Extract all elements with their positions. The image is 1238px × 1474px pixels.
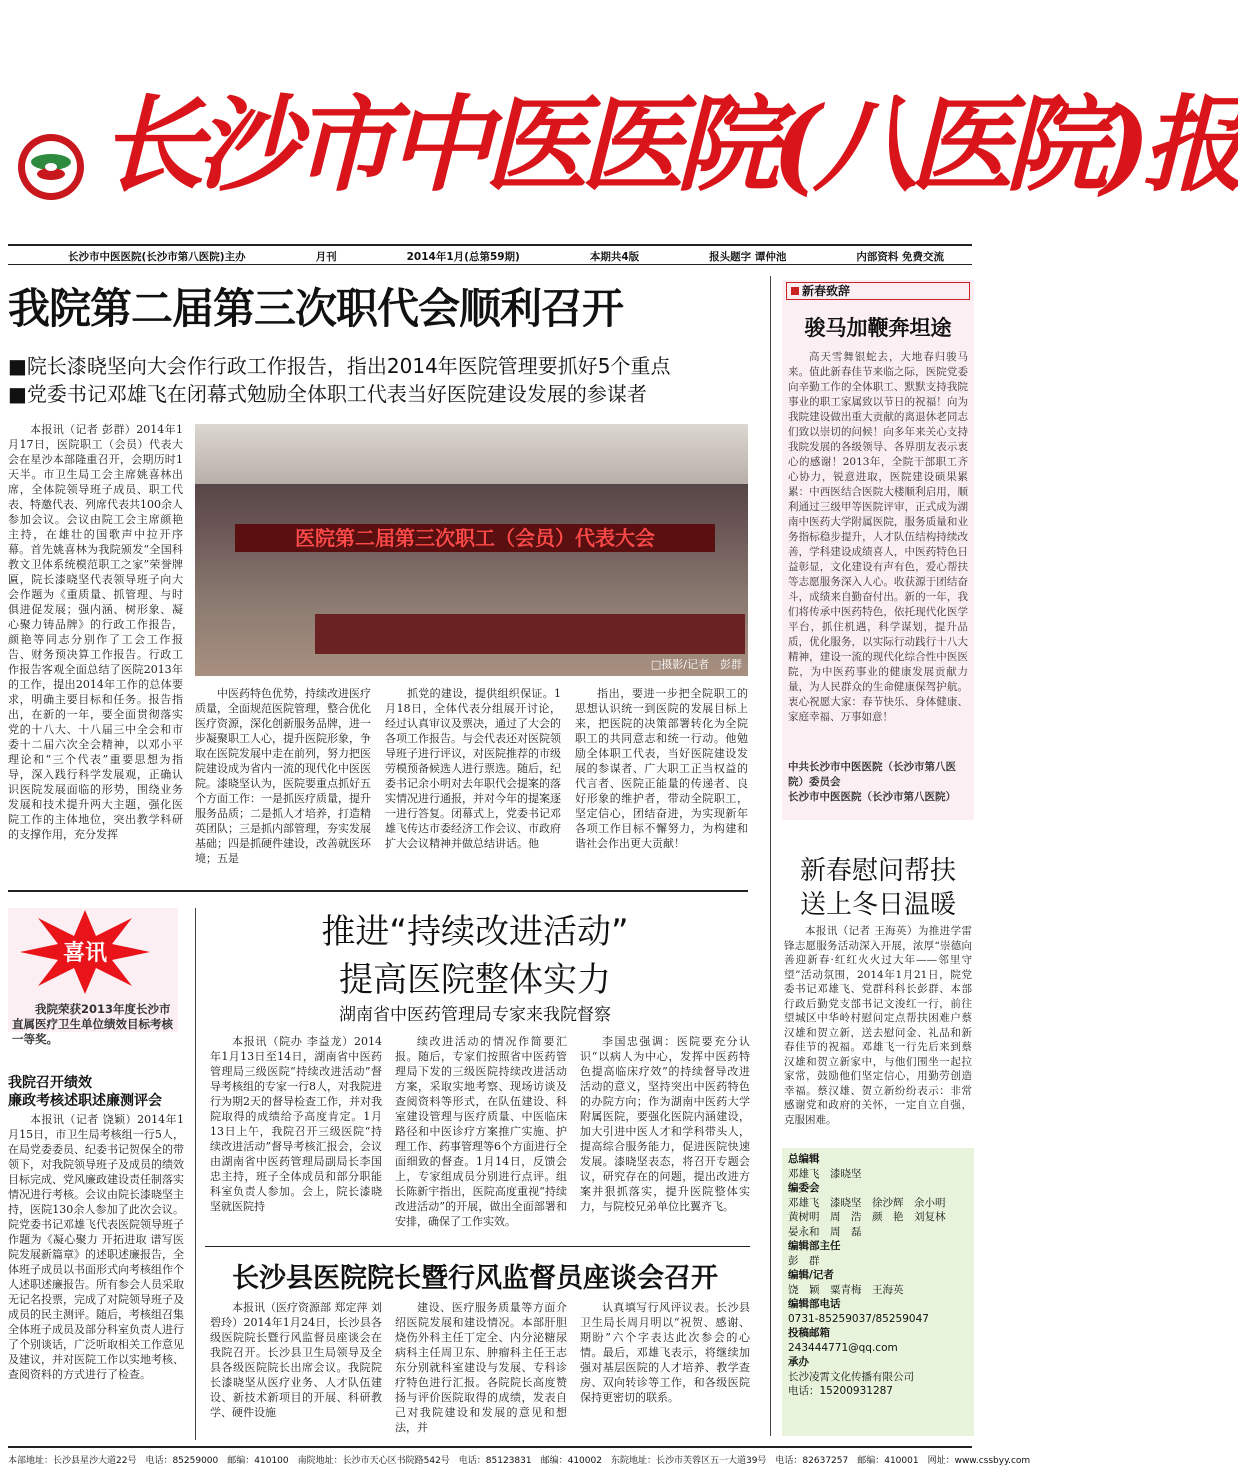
lead-column-3: 抓党的建设，提供组织保证。1月18日，全体代表分组展开讨论，经过认真审议及票决，通过了大会的各项工作报告。与会代表还对医院领导班子进行评议，对医院推荐的市级劳模预备候选人进行票选。随后，纪委书记余小明对去年职代会提案的落实情况进行通报，并对今年的提案逐一进行答复。闭幕式上，党委书记邓雄飞传达市委经济工作会议、市政府扩大会议精神并做总结讲话。他: [385, 687, 561, 850]
improve-title-1: 推进“持续改进活动”: [321, 912, 629, 952]
printer: 长沙凌霄文化传播有限公司: [788, 1370, 914, 1383]
county-column-1: 本报讯（医疗资源部 郑定萍 刘碧玲）2014年1月24日，长沙县各级医院院长暨行风监督员座谈会在我院召开。长沙县卫生局领导及全县各级医院院长出席会议。我院院长漆晓坚从医疗业务、人才队伍建设、新技术新项目的开展、科研教学、硬件设施: [210, 1301, 382, 1419]
sidebar-tag-label: 新春致辞: [802, 284, 851, 298]
red-square-icon: [791, 287, 799, 295]
printer-label: 承办: [788, 1356, 809, 1368]
photo-banner: 医院第二届第三次职工（会员）代表大会: [235, 524, 715, 552]
column-divider: [770, 276, 771, 1436]
lead-headline: 我院第二届第三次职代会顺利召开: [8, 284, 624, 333]
calligraphy: 报头题字 谭仲池: [709, 251, 787, 263]
improve-column-1: 本报讯（院办 李益龙）2014年1月13日至14日，湖南省中医药管理局三级医院“持续改进活动”督导考核组的专家一行8人，对我院进行为期2天的督导检查工作，并对我院取得的成绩给予高度肯定。1月13日上午，我院召开三级医院“持续改进活动”督导考核汇报会，会议由湖南省中医药管理局副局长李国忠主持，班子全体成员和部分职能科室负责人参加。会上，院长漆晓坚就医院持: [210, 1035, 382, 1213]
frequency: 月刊: [315, 251, 337, 263]
chief: 邓雄飞 漆晓坚: [788, 1167, 862, 1180]
board-row-1: 邓雄飞 漆晓坚 徐沙辉 余小明: [788, 1196, 946, 1209]
sidebar-sign-2: 长沙市中医医院（长沙市第八医院）: [788, 791, 956, 803]
board-label: 编委会: [788, 1182, 820, 1194]
lead-subhead-2: ■党委书记邓雄飞在闭幕式勉励全体职工代表当好医院建设发展的参谋者: [8, 382, 647, 406]
visit-title-2: 送上冬日温暖: [799, 890, 956, 920]
improve-title-2: 提高医院整体实力: [339, 960, 611, 1000]
chief-label: 总编辑: [788, 1153, 820, 1165]
lead-column-4: 指出，要进一步把全院职工的思想认识统一到医院的发展目标上来，把医院的决策部署转化为全院职工的共同意志和统一行动。他勉励全体职工代表，当好医院建设发展的参谋者、广大职工正当权益的代言者、医院正能量的传递者、良好形象的维护者，带动全院职工，坚定信心，团结奋进，为实现新年各项工作目标不懈努力，为构建和谐社会作出更大贡献！: [575, 687, 748, 850]
phone: 0731-85259037/85259047: [788, 1312, 929, 1325]
award-text: 我院荣获2013年度长沙市直属医疗卫生单位绩效目标考核一等奖。: [12, 1002, 173, 1046]
editorial-info: [788, 1152, 972, 1399]
issue: 2014年1月(总第59期): [406, 251, 520, 263]
audit-title-1: 我院召开绩效: [8, 1075, 92, 1091]
pages: 本期共4版: [589, 251, 640, 263]
board-row-2: 黄树明 周 浩 颜 艳 刘复林: [788, 1211, 946, 1223]
info-bar: [8, 244, 972, 262]
sidebar-signature: [788, 760, 968, 805]
editors-label: 编辑/记者: [788, 1269, 834, 1281]
publisher: 长沙市中医医院(长沙市第八医院)主办: [68, 251, 246, 263]
photo-caption: □摄影/记者 彭群: [650, 658, 742, 671]
conference-photo: [195, 424, 748, 676]
section-divider: [8, 890, 748, 892]
dept: 彭 群: [788, 1254, 820, 1267]
sidebar-body: 高天雪舞银蛇去，大地春归骏马来。值此新春佳节来临之际，医院党委向辛勤工作的全体职工、默默支持我院事业的职工家属致以节日的祝福！向为我院建设做出重大贡献的离退休老同志们致以崇切的问候！向多年来关心支持我院发展的各级领导、各界朋友表示衷心的感谢！2013年，全院干部职工齐心协力，锐意进取，医院建设硕果累累：中西医结合医院大楼顺利启用，顺利通过三级甲等医院评审，正式成为湖南中医药大学附属医院，服务质量和业务指标稳步提升，人才队伍结构持续改善，学科建设成绩喜人，中医药特色日益彰显，文化建设有声有色，爱心帮扶等志愿服务深入人心。收获源于团结奋斗，成绩来自勤奋付出。新的一年，我们将传承中医药特色，依托现代化医学平台，抓住机遇，科学谋划，提升品质，优化服务，以实际行动践行十八大精神，建设一流的现代化综合性中医医院，为中医药事业的健康发展贡献力量，为人民群众的生命健康保驾护航。衷心祝愿大家：春节快乐、身体健康、家庭幸福、万事如意！: [788, 351, 968, 723]
lead-subhead-1: ■院长漆晓坚向大会作行政工作报告，指出2014年医院管理要抓好5个重点: [8, 354, 671, 378]
dept-label: 编辑部主任: [788, 1240, 841, 1252]
improve-subtitle: 湖南省中医药管理局专家来我院督察: [339, 1005, 611, 1025]
column-divider-left: [195, 908, 196, 1440]
lead-column-2: 中医药特色优势，持续改进医疗质量，全面规范医院管理，整合优化医疗资源，深化创新服务品牌，进一步凝聚职工人心，提升医院形象，争取在医院发展中走在前列，努力把医院建设成为省内一流的现代化中医医院。漆晓坚认为，医院要重点抓好五个方面工作：一是抓医疗质量，提升服务品质；二是抓人才培养，打造精英团队；三是抓内部管理，夯实发展基础；四是抓硬件建设，改善就医环境；五是: [195, 687, 371, 865]
distribution: 内部资料 免费交流: [856, 251, 944, 263]
masthead-title: 长沙市中医医院(八医院)报: [100, 83, 1238, 206]
lead-column-1: 本报讯（记者 彭群）2014年1月17日，医院职工（会员）代表大会在星沙本部隆重召开，会期历时1天半。市卫生局工会主席姚喜林出席，全体院领导班子成员、职工代表、特邀代表、列席代表共100余人参加会议。会议由院工会主席颜艳主持，在雄壮的国歌声中拉开序幕。首先姚喜林为我院颁发“全国科教文卫体系统模范职工之家”荣誉牌匾，院长漆晓坚代表领导班子向大会作题为《重质量、抓管理、与时俱进促发展；强内涵、树形象、凝心聚力铸品牌》的行政工作报告，颜艳等同志分别作了工会工作报告、财务预决算工作报告。行政工作报告客观全面总结了医院2013年的工作，提出2014年工作的总体要求，明确主要目标和任务。报告指出，在新的一年，要全面贯彻落实党的十八大、十八届三中全会和市委十二届六次全会精神，以邓小平理论和“三个代表”重要思想为指导，深入践行科学发展观，正确认识医院发展面临的形势，围绕业务发展和技术提升两大主题，强化医院工作的主体地位，突出教学科研的支撑作用，充分发挥: [8, 423, 183, 841]
visit-title-1: 新春慰问帮扶: [799, 856, 956, 886]
county-title: 长沙县医院院长暨行风监督员座谈会召开: [232, 1263, 718, 1294]
divider: [8, 264, 972, 265]
printer-phone: 电话：15200931287: [788, 1385, 893, 1397]
visit-body: 本报讯（记者 王海英）为推进学雷锋志愿服务活动深入开展，浓厚“崇德向善迎新春·红红火火过大年——邻里守望”活动氛围，2014年1月21日，院党委书记邓雄飞、党群科科长彭群、本部行政后勤党支部书记文浚红一行，前往望城区中华岭村慰问定点帮扶困难户蔡汉雄和贺立新，送去慰问金、礼品和新春佳节的祝福。邓雄飞一行先后来到蔡汉雄和贺立新家中，与他们围坐一起拉家常，鼓励他们坚定信心，用勤劳创造幸福。蔡汉雄、贺立新纷纷表示：非常感谢党和政府的关怀，一定自立自强，克服困难。: [784, 925, 972, 1126]
phone-label: 编辑部电话: [788, 1298, 841, 1310]
audit-title-2: 廉政考核述职述廉测评会: [8, 1093, 162, 1109]
email: 243444771@qq.com: [788, 1341, 898, 1354]
sidebar-sign-1: 中共长沙市中医医院（长沙市第八医院）委员会: [788, 761, 956, 788]
award-badge: 喜讯: [62, 941, 107, 966]
section-divider-2: [205, 1246, 750, 1247]
county-column-3: 认真填写行风评议表。长沙县卫生局长周月明以“祝贺、感谢、期盼”六个字表达此次参会的心情。最后，邓雄飞表示，将继续加强对基层医院的人才培养、教学查房、双向转诊等工作，和各级医院保持更密切的联系。: [580, 1301, 750, 1404]
improve-column-3: 李国忠强调：医院要充分认识“以病人为中心，发挥中医药特色提高临床疗效”的持续督导改进活动的意义，坚持突出中医药特色的办院方向；作为湖南中医药大学附属医院，要强化医院内涵建设，加大引进中医人才和学科带头人，提高综合服务能力，促进医院快速发展。漆晓坚表态，将召开专题会议，研究存在的问题，提出改进方案并狠抓落实，提升医院整体实力，与院校兄弟单位比翼齐飞。: [580, 1035, 750, 1213]
footer-addresses: 本部地址：长沙县星沙大道22号 电话：85259000 邮编：410100 南院地址：长沙市天心区书院路542号 电话：85123831 邮编：410002 东院地址：长沙市芙蓉区五一大道39号 电话：82637257 邮编：410001 网址：www.cssbyy.com: [8, 1446, 972, 1470]
sidebar-title: 骏马加鞭奔坦途: [804, 316, 952, 340]
county-column-2: 建设、医疗服务质量等方面介绍医院发展和建设情况。本部肝胆烧伤外科主任丁定全、内分泌糖尿病科主任周卫东、肿瘤科主任王志东分别就科室建设与发展、专科诊疗特色进行汇报。各院院长高度赞扬与评价医院取得的成绩，发表自己对我院建设和发展的意见和想法，并: [395, 1301, 567, 1434]
email-label: 投稿邮箱: [788, 1327, 830, 1339]
improve-column-2: 续改进活动的情况作简要汇报。随后，专家们按照省中医药管理局下发的三级医院持续改进活动方案，采取实地考察、现场访谈及查阅资料等形式，在队伍建设、科室建设管理与医疗质量、中医临床路径和中医诊疗方案推广实施、护理工作、药事管理等6个方面进行全面细致的督查。1月14日，反馈会上，专家组成员分别进行点评。组长陈新宇指出，医院高度重视“持续改进活动”的开展，做出全面部署和安排，确保了工作实效。: [395, 1035, 567, 1228]
board-row-3: 晏永和 周 磊: [788, 1225, 862, 1238]
editors: 饶 颖 粟青梅 王海英: [788, 1283, 904, 1296]
photo-ceiling: [195, 424, 748, 484]
photo-podium-table: [315, 614, 745, 654]
audit-body: 本报讯（记者 饶颖）2014年1月15日，市卫生局考核组一行5人，在局党委委员、纪委书记贺保全的带领下，对我院领导班子及成员的绩效目标完成、党风廉政建设责任制落实情况进行考核。会议由院长漆晓坚主持，医院130余人参加了此次会议。院党委书记邓雄飞代表医院领导班子作题为《凝心聚力 开拓进取 谱写医院发展新篇章》的述职述廉报告，全体班子成员以书面形式向考核组作个人述职述廉报告。所有参会人员采取无记名投票，完成了对院领导班子及成员的民主测评。随后，考核组召集全体班子成员及部分科室负责人进行了个别谈话，广泛听取相关工作意见及建议，并对医院工作以实地考核、查阅资料的方式进行了检查。: [8, 1113, 184, 1381]
hospital-emblem-icon: [16, 132, 86, 202]
sidebar-tag: [786, 282, 970, 300]
